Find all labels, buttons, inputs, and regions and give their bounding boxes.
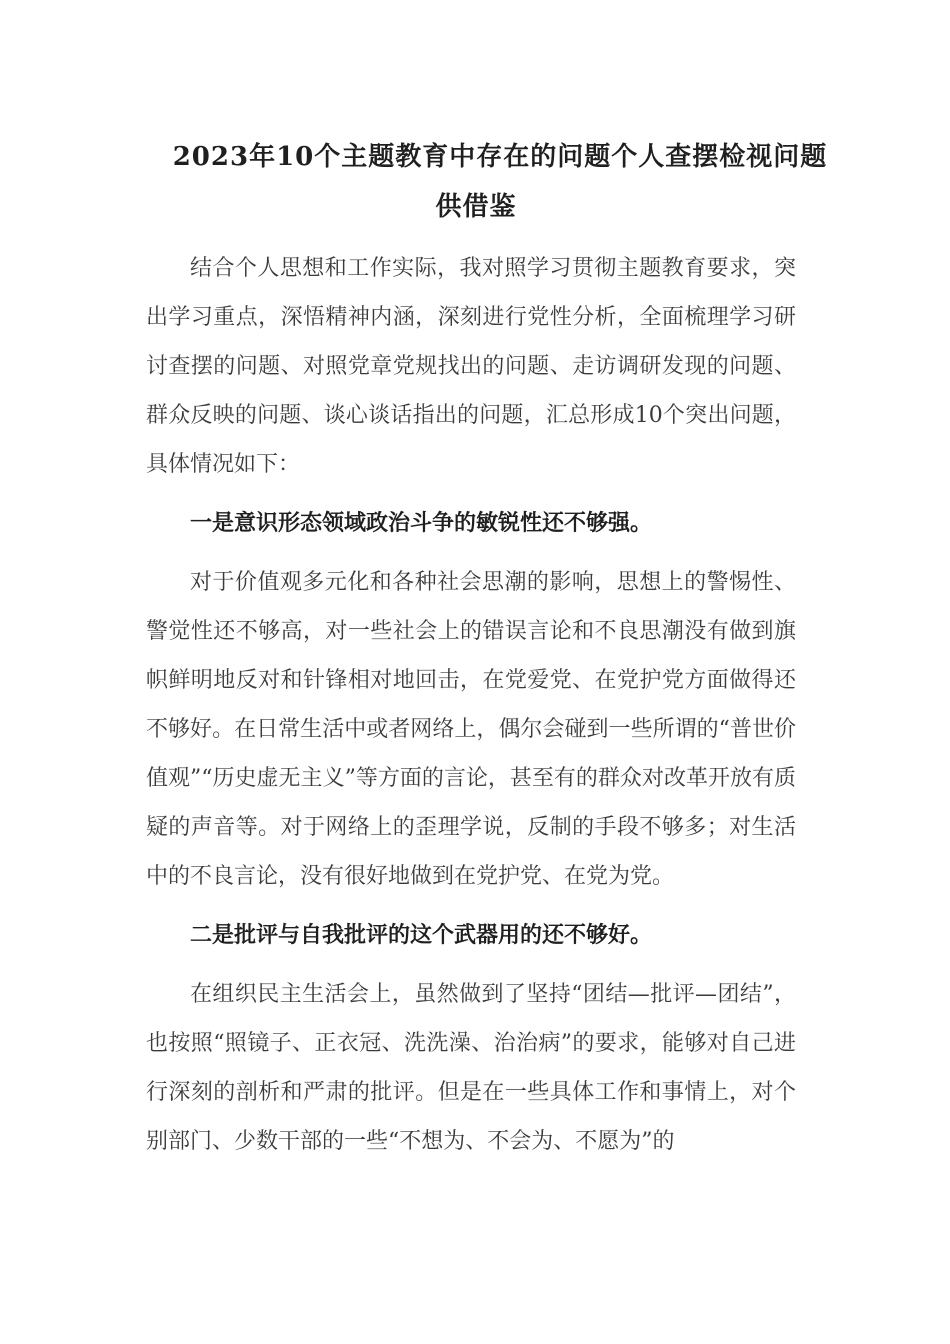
document-body [146,244,796,1166]
section-body-1: 对于价值观多元化和各种社会思潮的影响，思想上的警惕性、警觉性还不够高，对一些社会上的错误言论和不良思潮没有做到旗帜鲜明地反对和针锋相对地回击，在党爱党、在党护党方面做得还不够好。在日常生活中或者网络上，偶尔会碰到一些所谓的“普世价值观”“历史虚无主义”等方面的言论，甚至有的群众对改革开放有质疑的声音等。对于网络上的歪理学说，反制的手段不够多；对生活中的不良言论，没有很好地做到在党护党、在党为党。 [146,570,796,889]
intro-paragraph: 结合个人思想和工作实际，我对照学习贯彻主题教育要求，突出学习重点，深悟精神内涵，深刻进行党性分析，全面梳理学习研讨查摆的问题、对照党章党规找出的问题、走访调研发现的问题、群众反映的问题、谈心谈话指出的问题，汇总形成10个突出问题，具体情况如下： [146,256,796,477]
document-title-line-1: 2023年10个主题教育中存在的问题个人查摆检视问题 [172,142,828,172]
section-heading-1: 一是意识形态领域政治斗争的敏锐性还不够强。 [190,510,653,536]
section-heading-2: 二是批评与自我批评的这个武器用的还不够好。 [190,922,653,948]
document-title-line-2: 供借鉴 [435,192,517,222]
section-body-2: 在组织民主生活会上，虽然做到了坚持“团结—批评—团结”，也按照“照镜子、正衣冠、洗洗澡、治治病”的要求，能够对自己进行深刻的剖析和严肃的批评。但是在一些具体工作和事情上，对个别部门、少数干部的一些“不想为、不会为、不愿为”的 [146,982,796,1154]
